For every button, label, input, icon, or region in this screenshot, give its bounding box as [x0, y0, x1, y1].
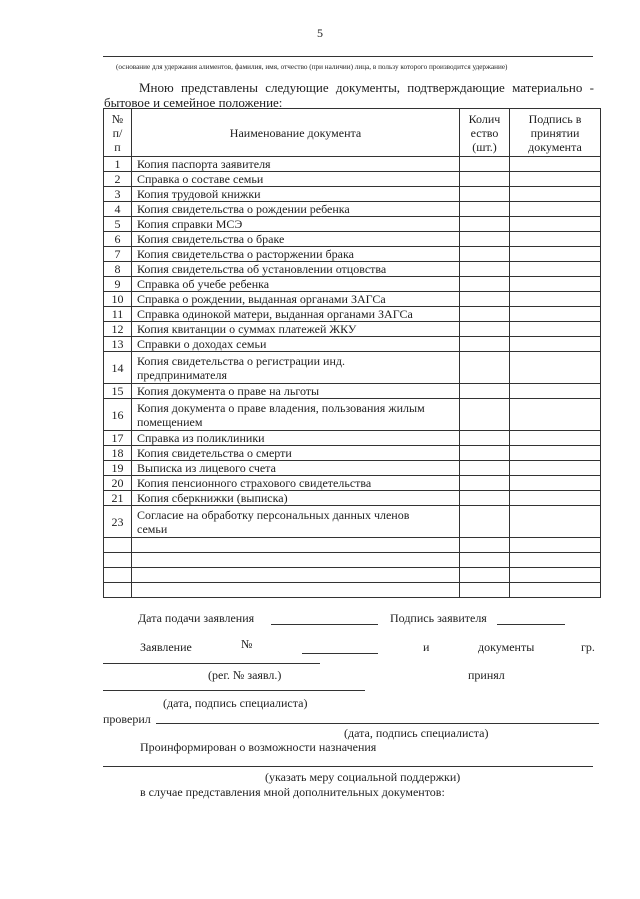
row-number: 9 — [104, 277, 132, 292]
intro-line-2: бытовое и семейное положение: — [104, 95, 283, 110]
row-number: 3 — [104, 187, 132, 202]
document-name — [132, 277, 460, 292]
row-number[interactable] — [104, 568, 132, 583]
signature-cell[interactable] — [510, 157, 601, 172]
document-name — [132, 384, 460, 399]
row-number: 23 — [104, 506, 132, 538]
row-number: 12 — [104, 322, 132, 337]
document-name — [132, 431, 460, 446]
document-name-line: Копия документа о праве на льготы — [137, 384, 320, 398]
row-number: 20 — [104, 476, 132, 491]
row-number: 19 — [104, 461, 132, 476]
table-row — [104, 399, 601, 431]
checked-label: проверил — [103, 712, 151, 726]
row-number: 4 — [104, 202, 132, 217]
quantity-cell[interactable] — [460, 217, 510, 232]
signature-cell[interactable] — [510, 232, 601, 247]
header-number-line: № — [111, 111, 124, 126]
row-number: 6 — [104, 232, 132, 247]
row-number: 2 — [104, 172, 132, 187]
document-name — [132, 232, 460, 247]
document-name — [132, 461, 460, 476]
alimony-basis-caption: (основание для удержания алиментов, фамилия, имя, отчество (при наличии) лица, в пользу которого производится удержание) — [116, 63, 508, 71]
empty-table-row — [104, 538, 601, 553]
signature-cell[interactable] — [510, 491, 601, 506]
specialist-date-signature-caption-2: (дата, подпись специалиста) — [344, 726, 489, 740]
table-row — [104, 337, 601, 352]
table-row — [104, 157, 601, 172]
row-number: 8 — [104, 262, 132, 277]
row-number: 14 — [104, 352, 132, 384]
table-row — [104, 172, 601, 187]
page-number: 5 — [317, 26, 323, 40]
signature-cell[interactable] — [510, 538, 601, 553]
signature-cell[interactable] — [510, 553, 601, 568]
table-row — [104, 307, 601, 322]
quantity-cell[interactable] — [460, 476, 510, 491]
quantity-cell[interactable] — [460, 172, 510, 187]
table-row — [104, 506, 601, 538]
document-name — [132, 292, 460, 307]
empty-table-row — [104, 553, 601, 568]
header-quantity-line: (шт.) — [472, 139, 497, 154]
table-row — [104, 202, 601, 217]
document-name[interactable] — [132, 553, 460, 568]
document-name — [132, 476, 460, 491]
document-name-line: Справка одинокой матери, выданная органами ЗАГСа — [137, 307, 413, 321]
document-name — [132, 446, 460, 461]
document-name — [132, 202, 460, 217]
document-name-line: Выписка из лицевого счета — [137, 461, 276, 475]
document-name-line: Справка об учебе ребенка — [137, 277, 270, 291]
document-name-line: Копия справки МСЭ — [137, 217, 243, 231]
row-number: 16 — [104, 399, 132, 431]
documents-word: документы — [478, 640, 535, 654]
row-number: 17 — [104, 431, 132, 446]
application-number-line[interactable] — [302, 653, 378, 654]
header-signature-line: Подпись в — [528, 111, 582, 126]
table-row — [104, 352, 601, 384]
checked-signature-line[interactable] — [156, 723, 599, 724]
quantity-cell[interactable] — [460, 277, 510, 292]
document-name-line: Копия свидетельства о смерти — [137, 446, 292, 460]
document-name — [132, 307, 460, 322]
informed-label: Проинформирован о возможности назначения — [140, 740, 377, 754]
document-name — [132, 506, 460, 538]
quantity-cell[interactable] — [460, 307, 510, 322]
document-name-line: Копия пенсионного страхового свидетельства — [137, 476, 372, 490]
header-signature-line: документа — [528, 139, 582, 154]
document-name-line: Справка о рождении, выданная органами ЗАГСа — [137, 292, 386, 306]
header-signature-line: принятии — [530, 125, 580, 140]
row-number[interactable] — [104, 553, 132, 568]
documents-table — [103, 108, 601, 598]
signature-cell[interactable] — [510, 352, 601, 384]
signature-cell[interactable] — [510, 399, 601, 431]
document-name — [132, 172, 460, 187]
row-number[interactable] — [104, 538, 132, 553]
empty-table-row — [104, 583, 601, 598]
empty-table-row — [104, 568, 601, 583]
header-signature — [510, 109, 601, 157]
document-name — [132, 157, 460, 172]
table-row — [104, 384, 601, 399]
document-name-line: Копия паспорта заявителя — [137, 157, 271, 171]
signature-cell[interactable] — [510, 446, 601, 461]
table-row — [104, 476, 601, 491]
signature-cell[interactable] — [510, 384, 601, 399]
document-name — [132, 187, 460, 202]
quantity-cell[interactable] — [460, 292, 510, 307]
quantity-cell[interactable] — [460, 399, 510, 431]
row-number: 21 — [104, 491, 132, 506]
row-number: 1 — [104, 157, 132, 172]
header-number — [104, 109, 132, 157]
document-name-line: помещением — [137, 414, 203, 429]
header-quantity-line: Колич — [468, 111, 501, 126]
quantity-cell[interactable] — [460, 506, 510, 538]
quantity-cell[interactable] — [460, 352, 510, 384]
document-name-line: Копия квитанции о суммах платежей ЖКУ — [137, 322, 357, 336]
quantity-cell[interactable] — [460, 553, 510, 568]
document-name[interactable] — [132, 583, 460, 598]
header-name: Наименование документа — [132, 109, 460, 157]
table-row — [104, 292, 601, 307]
document-name-line: Копия свидетельства о расторжении брака — [137, 247, 354, 261]
signature-cell[interactable] — [510, 476, 601, 491]
quantity-cell[interactable] — [460, 232, 510, 247]
document-name[interactable] — [132, 568, 460, 583]
reg-number-label: (рег. № заявл.) — [208, 668, 282, 682]
document-name-line: Копия свидетельства об установлении отцовства — [137, 262, 387, 276]
row-number: 7 — [104, 247, 132, 262]
accepted-label: принял — [468, 668, 505, 682]
document-name-line: Копия свидетельства о рождении ребенка — [137, 202, 350, 216]
signature-cell[interactable] — [510, 262, 601, 277]
signature-cell[interactable] — [510, 202, 601, 217]
row-number: 13 — [104, 337, 132, 352]
quantity-cell[interactable] — [460, 583, 510, 598]
applicant-signature-label: Подпись заявителя — [390, 611, 487, 625]
quantity-cell[interactable] — [460, 262, 510, 277]
document-name-line: Копия трудовой книжки — [137, 187, 261, 201]
row-number: 5 — [104, 217, 132, 232]
quantity-cell[interactable] — [460, 491, 510, 506]
citizen-abbr: гр. — [581, 640, 595, 654]
date-field-line[interactable] — [271, 624, 378, 625]
document-name-line: семьи — [137, 521, 168, 536]
signature-cell[interactable] — [510, 461, 601, 476]
document-name-line: Копия документа о праве владения, пользования жилым — [137, 400, 425, 415]
row-number: 10 — [104, 292, 132, 307]
table-row — [104, 232, 601, 247]
table-row — [104, 277, 601, 292]
row-number: 18 — [104, 446, 132, 461]
signature-cell[interactable] — [510, 217, 601, 232]
signature-cell[interactable] — [510, 337, 601, 352]
document-name-line: Согласие на обработку персональных данных членов — [137, 507, 410, 522]
number-sign: № — [241, 637, 253, 651]
signature-cell[interactable] — [510, 292, 601, 307]
quantity-cell[interactable] — [460, 568, 510, 583]
quantity-cell[interactable] — [460, 461, 510, 476]
citizen-name-line[interactable] — [103, 663, 320, 664]
accepted-signature-line[interactable] — [103, 690, 365, 691]
document-name-line: Копия сберкнижки (выписка) — [137, 491, 288, 505]
signature-cell[interactable] — [510, 307, 601, 322]
row-number: 15 — [104, 384, 132, 399]
signature-cell[interactable] — [510, 247, 601, 262]
signature-cell[interactable] — [510, 187, 601, 202]
document-name — [132, 322, 460, 337]
document-name[interactable] — [132, 538, 460, 553]
document-name-line: Копия свидетельства о регистрации инд. — [137, 353, 345, 368]
support-measure-caption: (указать меру социальной поддержки) — [265, 770, 461, 784]
signature-cell[interactable] — [510, 568, 601, 583]
quantity-cell[interactable] — [460, 337, 510, 352]
header-number-line: п — [114, 139, 121, 154]
signature-cell[interactable] — [510, 506, 601, 538]
table-row — [104, 491, 601, 506]
applicant-signature-line[interactable] — [497, 624, 565, 625]
document-name-line: предпринимателя — [137, 367, 227, 382]
signature-cell[interactable] — [510, 172, 601, 187]
document-name — [132, 352, 460, 384]
quantity-cell[interactable] — [460, 538, 510, 553]
document-name — [132, 247, 460, 262]
document-name-line: Справка о составе семьи — [137, 172, 264, 186]
table-row — [104, 217, 601, 232]
quantity-cell[interactable] — [460, 431, 510, 446]
document-name — [132, 337, 460, 352]
header-quantity-line: ество — [470, 125, 499, 140]
document-name — [132, 217, 460, 232]
row-number: 11 — [104, 307, 132, 322]
table-row — [104, 431, 601, 446]
table-row — [104, 187, 601, 202]
table-row — [104, 461, 601, 476]
row-number[interactable] — [104, 583, 132, 598]
signature-cell[interactable] — [510, 277, 601, 292]
intro-line-1: Мною представлены следующие документы, подтверждающие материально - — [139, 80, 594, 95]
quantity-cell[interactable] — [460, 187, 510, 202]
table-row — [104, 247, 601, 262]
quantity-cell[interactable] — [460, 446, 510, 461]
table-header-row — [104, 109, 601, 157]
header-number-line: п/ — [112, 125, 123, 140]
signature-cell[interactable] — [510, 583, 601, 598]
documents-table-body — [104, 157, 601, 598]
header-quantity — [460, 109, 510, 157]
application-label: Заявление — [140, 640, 192, 654]
document-name-line: Копия свидетельства о браке — [137, 232, 285, 246]
alimony-basis-line — [103, 56, 593, 57]
table-row — [104, 322, 601, 337]
document-name-line: Справки о доходах семьи — [137, 337, 267, 351]
signature-cell[interactable] — [510, 431, 601, 446]
specialist-date-signature-caption: (дата, подпись специалиста) — [163, 696, 308, 710]
quantity-cell[interactable] — [460, 157, 510, 172]
document-name — [132, 262, 460, 277]
document-name — [132, 491, 460, 506]
quantity-cell[interactable] — [460, 247, 510, 262]
table-row — [104, 262, 601, 277]
document-name-line: Справка из поликлиники — [137, 431, 265, 445]
quantity-cell[interactable] — [460, 322, 510, 337]
date-label: Дата подачи заявления — [138, 611, 255, 625]
quantity-cell[interactable] — [460, 384, 510, 399]
signature-cell[interactable] — [510, 322, 601, 337]
table-row — [104, 446, 601, 461]
quantity-cell[interactable] — [460, 202, 510, 217]
document-name — [132, 399, 460, 431]
additional-documents-label: в случае представления мной дополнительных документов: — [140, 785, 445, 799]
and-word: и — [423, 640, 430, 654]
support-measure-line[interactable] — [103, 766, 593, 767]
